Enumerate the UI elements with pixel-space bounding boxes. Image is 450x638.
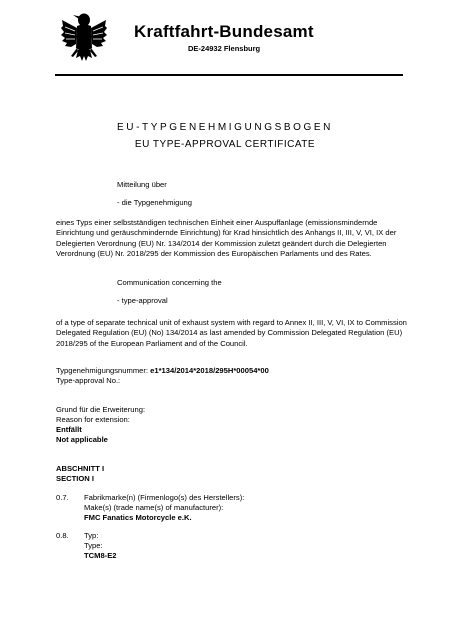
item-number: 0.8.	[56, 531, 69, 540]
extension-label-de: Grund für die Erweiterung:	[56, 405, 146, 414]
organization-name: Kraftfahrt-Bundesamt	[134, 22, 314, 41]
section-heading-en: SECTION I	[56, 474, 94, 483]
title-english: EU TYPE-APPROVAL CERTIFICATE	[134, 139, 316, 150]
english-item: - type-approval	[117, 296, 168, 305]
extension-value-de: Entfällt	[56, 425, 82, 434]
approval-number-label-en: Type-approval No.:	[56, 376, 121, 385]
extension-label-en: Reason for extension:	[56, 415, 130, 424]
organization-address: DE-24932 Flensburg	[188, 44, 261, 53]
german-intro: Mitteilung über	[117, 180, 167, 189]
english-intro: Communication concerning the	[117, 278, 222, 287]
item-label-en: Make(s) (trade name(s) of manufacturer):	[84, 503, 224, 512]
approval-number-row	[56, 366, 269, 377]
item-value: FMC Fanatics Motorcycle e.K.	[84, 513, 192, 522]
item-label-en: Type:	[84, 541, 103, 550]
item-number: 0.7.	[56, 493, 69, 502]
item-label-de: Typ:	[84, 531, 99, 540]
extension-value-en: Not applicable	[56, 435, 108, 444]
title-german: EU-TYPGENEHMIGUNGSBOGEN	[117, 122, 333, 133]
approval-number-label-de: Typgenehmigungsnummer:	[56, 366, 149, 375]
approval-number-value: e1*134/2014*2018/295H*00054*00	[150, 366, 269, 375]
header-divider	[55, 74, 403, 76]
federal-eagle-icon	[60, 10, 108, 66]
english-paragraph: of a type of separate technical unit of exhaust system with regard to Annex II, III, V, VI, IX to Commission Delegated Regulation (EU) (No) 134/2014 as last amended by Commission Delegated Regulation (EU) 2018/295 of the European Parliament and of the Council.	[56, 318, 407, 348]
section-heading-de: ABSCHNITT I	[56, 464, 105, 473]
item-label-de: Fabrikmarke(n) (Firmenlogo(s) des Herstellers):	[84, 493, 245, 502]
item-value: TCM8-E2	[84, 551, 117, 560]
german-paragraph: eines Typs einer selbstständigen technischen Einheit einer Auspuffanlage (emissionsmindernde Einrichtung und geräuschmindernde Einrichtung) für Krad hinsichtlich des Anhangs II, III, V, VI, IX der Delegierten Verordnung (EU) Nr. 134/2014 der Kommission zuletzt geändert durch die Delegierten Verordnung (EU) Nr. 2018/295 der Kommission des Europäischen Parlaments und des Rates.	[56, 218, 397, 259]
german-item: - die Typgenehmigung	[117, 198, 193, 207]
